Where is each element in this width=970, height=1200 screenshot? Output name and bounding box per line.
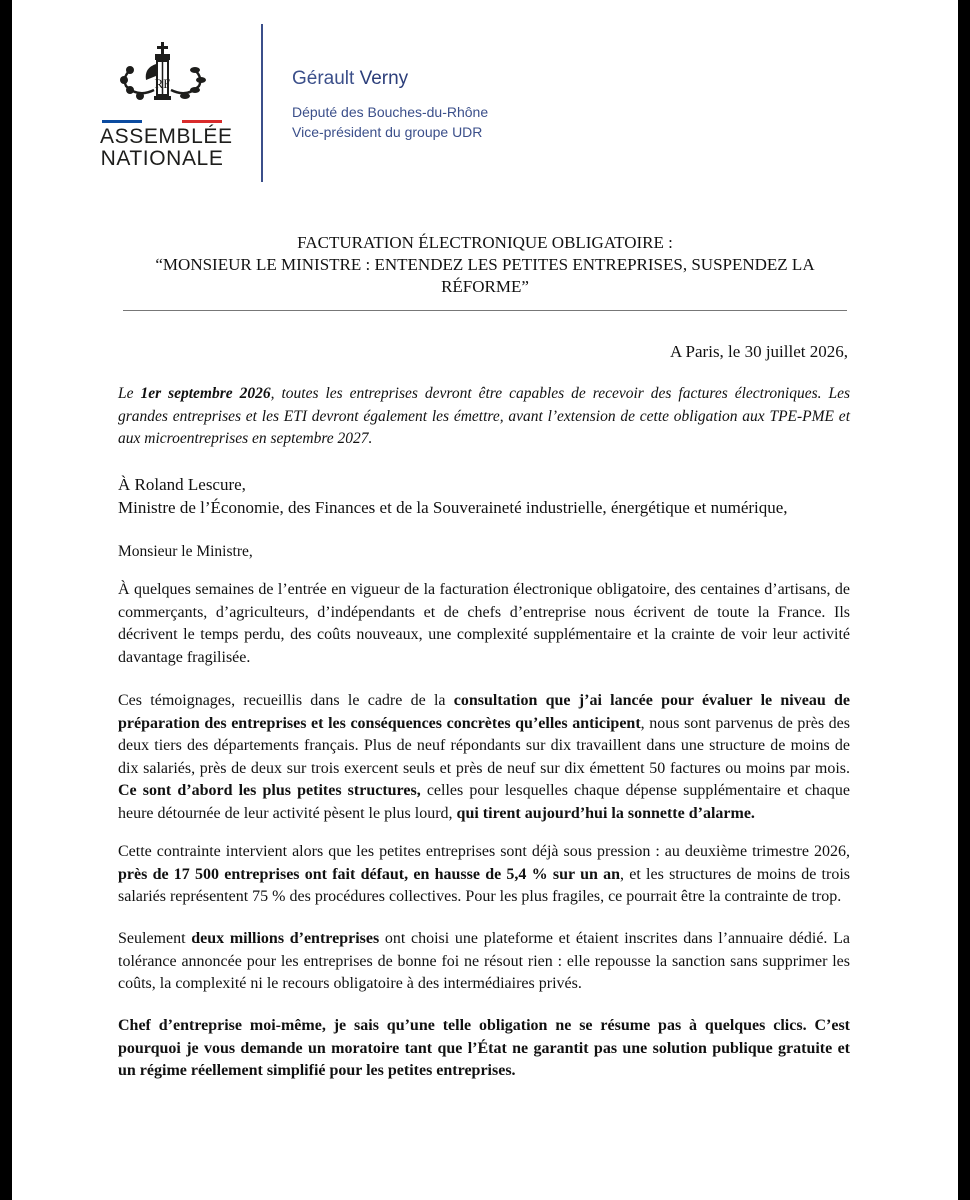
body-paragraph-1: À quelques semaines de l’entrée en vigueur de la facturation électronique obligatoire, des centaines d’artisans, de commerçants, d’agriculteurs, d’indépendants et de chefs d’entreprise nous écrivent de toute la France. Ils décrivent le temps perdu, des coûts nouveaux, une complexité supplémentaire et la crainte de voir leur activité davantage fragilisée. [118,581,850,666]
header-divider [261,24,263,182]
addressee-name: À Roland Lescure, [118,475,246,494]
author-name [292,68,408,90]
salutation: Monsieur le Ministre, [118,543,253,560]
title-line1: FACTURATION ÉLECTRONIQUE OBLIGATOIRE : [297,233,673,252]
intro-paragraph: Le 1er septembre 2026, toutes les entreprises devront être capables de recevoir des factures électroniques. Les grandes entreprises et les ETI devront également les émettre, avant l’extension de cette obligation aux TPE-PME et aux microentreprises en septembre 2027. [118,385,851,447]
letter-page [12,0,958,1200]
author-last-name: Verny [359,68,409,89]
closing-request-paragraph: Chef d’entreprise moi-même, je sais qu’une telle obligation ne se résume pas à quelques clics. C’est pourquoi je vous demande un moratoire tant que l’État ne garantit pas une solution publique gratuite et un régime réellement simplifié pour les petites entreprises. [118,1017,850,1079]
letter-title [112,232,858,298]
title-rule [123,310,847,311]
body-paragraph-2: Ces témoignages, recueillis dans le cadre de la consultation que j’ai lancée pour évaluer le niveau de préparation des entreprises et les conséquences concrètes qu’elles anticipent, nous sont parvenus de près des deux tiers des départements français. Plus de neuf répondants sur dix travaillent dans une structure de moins de dix salariés, près de deux sur trois exercent seuls et près de neuf sur dix émettent 50 factures ou moins par mois. Ce sont d’abord les plus petites structures, celles pour lesquelles chaque dépense supplémentaire et chaque heure détournée de leur activité pèsent le plus lourd, qui tirent aujourd’hui la sonnette d’alarme. [118,692,850,822]
intro-date-highlight: 1er septembre 2026 [140,385,271,402]
author-role-deputy: Député des Bouches-du-Rhône [292,104,489,120]
body-paragraph-3: Cette contrainte intervient alors que les petites entreprises sont déjà sous pression : au deuxième trimestre 2026, près de 17 500 entreprises ont fait défaut, en hausse de 5,4 % sur un an, et les structures de moins de trois salariés représentent 75 % des procédures collectives. Pour les plus fragiles, ce pourrait être la contrainte de trop. [118,843,850,905]
body-paragraph-4: Seulement deux millions d’entreprises ont choisi une plateforme et étaient inscrites dans l’annuaire dédié. La tolérance annoncée pour les entreprises de bonne foi ne résout rien : elle repousse la sanction sans supprimer les coûts, la complexité ni le recours obligatoire à des intermédiaires privés. [118,930,850,992]
author-role-vice-president: Vice-président du groupe UDR [292,124,483,140]
assemblee-nationale-logo [100,40,240,180]
logo-text-line2: NATIONALE [100,147,224,170]
emblem-icon [100,40,224,130]
svg-text:RF: RF [154,76,171,91]
logo-text-line1: ASSEMBLÉE [100,125,233,148]
letter-date: A Paris, le 30 juillet 2026, [669,342,848,361]
title-line2: “MONSIEUR LE MINISTRE : ENTENDEZ LES PETITES ENTREPRISES, SUSPENDEZ LA RÉFORME” [155,255,815,296]
addressee-title: Ministre de l’Économie, des Finances et de la Souveraineté industrielle, énergétique et numérique, [118,498,788,517]
author-first-name: Gérault [292,68,355,89]
